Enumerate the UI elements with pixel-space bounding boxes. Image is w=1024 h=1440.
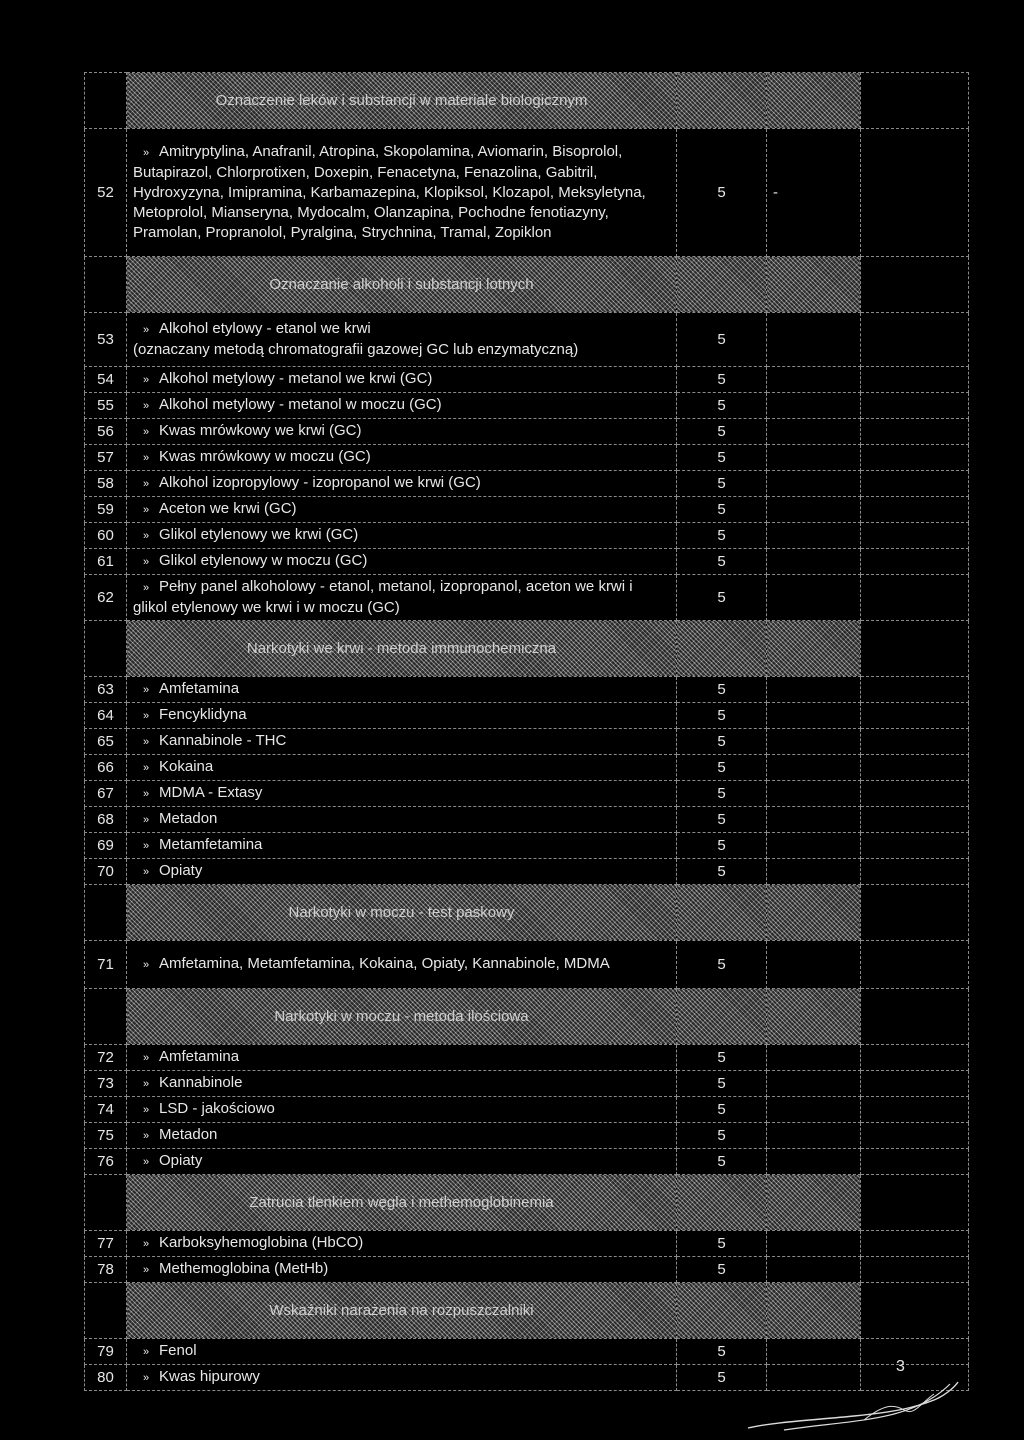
row-extra bbox=[767, 419, 861, 445]
row-description: Opiaty bbox=[159, 1152, 203, 1169]
row-number: 75 bbox=[85, 1123, 127, 1149]
row-points: 5 bbox=[677, 941, 767, 989]
row-points: 5 bbox=[677, 523, 767, 549]
section-header-col2 bbox=[677, 621, 767, 677]
row-extra bbox=[767, 781, 861, 807]
row-description-cell bbox=[127, 1045, 677, 1071]
row-empty-cell bbox=[861, 1123, 969, 1149]
row-description: Alkohol etylowy - etanol we krwi bbox=[159, 320, 371, 337]
bullet-marker: » bbox=[142, 866, 150, 878]
row-extra bbox=[767, 471, 861, 497]
row-points: 5 bbox=[677, 1123, 767, 1149]
row-number: 73 bbox=[85, 1071, 127, 1097]
row-description-cell bbox=[127, 313, 677, 367]
row-empty-cell bbox=[861, 419, 969, 445]
row-empty-cell bbox=[861, 313, 969, 367]
row-description-cell bbox=[127, 1365, 677, 1391]
table-row bbox=[85, 1097, 969, 1123]
table-row bbox=[85, 1045, 969, 1071]
row-number: 63 bbox=[85, 677, 127, 703]
table-row bbox=[85, 1231, 969, 1257]
row-empty-cell bbox=[861, 367, 969, 393]
section-header-row bbox=[85, 989, 969, 1045]
table-row bbox=[85, 941, 969, 989]
bullet-marker: » bbox=[142, 1238, 150, 1250]
header-empty-cell bbox=[861, 73, 969, 129]
row-empty-cell bbox=[861, 1339, 969, 1365]
bullet-marker: » bbox=[142, 840, 150, 852]
section-header-title: Oznaczenie leków i substancji w materiale biologicznym bbox=[127, 73, 677, 129]
row-points: 5 bbox=[677, 497, 767, 523]
bullet-marker: » bbox=[142, 582, 150, 594]
header-empty-cell bbox=[85, 1283, 127, 1339]
bullet-marker: » bbox=[142, 736, 150, 748]
bullet-marker: » bbox=[142, 556, 150, 568]
bullet-marker: » bbox=[142, 1346, 150, 1358]
row-extra bbox=[767, 549, 861, 575]
row-points: 5 bbox=[677, 1257, 767, 1283]
row-extra bbox=[767, 1149, 861, 1175]
bullet-marker: » bbox=[142, 1130, 150, 1142]
row-extra bbox=[767, 859, 861, 885]
bullet-marker: » bbox=[142, 762, 150, 774]
section-header-title: Zatrucia tlenkiem węgla i methemoglobinemia bbox=[127, 1175, 677, 1231]
table-row bbox=[85, 833, 969, 859]
row-number: 65 bbox=[85, 729, 127, 755]
row-description-cell bbox=[127, 677, 677, 703]
bullet-marker: » bbox=[142, 710, 150, 722]
row-extra bbox=[767, 941, 861, 989]
row-empty-cell bbox=[861, 941, 969, 989]
section-header-title: Narkotyki w moczu - metoda ilościowa bbox=[127, 989, 677, 1045]
table-row bbox=[85, 129, 969, 257]
row-number: 53 bbox=[85, 313, 127, 367]
row-extra bbox=[767, 807, 861, 833]
row-empty-cell bbox=[861, 549, 969, 575]
bullet-marker: » bbox=[142, 504, 150, 516]
row-description: Aceton we krwi (GC) bbox=[159, 500, 297, 517]
row-points: 5 bbox=[677, 367, 767, 393]
row-description: Metamfetamina bbox=[159, 836, 263, 853]
handwritten-signature bbox=[744, 1364, 964, 1434]
row-description-cell bbox=[127, 781, 677, 807]
row-extra bbox=[767, 1231, 861, 1257]
row-points: 5 bbox=[677, 1045, 767, 1071]
table-row bbox=[85, 677, 969, 703]
table-row bbox=[85, 367, 969, 393]
row-description: Methemoglobina (MetHb) bbox=[159, 1260, 329, 1277]
row-number: 80 bbox=[85, 1365, 127, 1391]
row-description: Amfetamina, Metamfetamina, Kokaina, Opiaty, Kannabinole, MDMA bbox=[159, 955, 610, 972]
row-description-cell bbox=[127, 807, 677, 833]
table-row bbox=[85, 419, 969, 445]
header-empty-cell bbox=[85, 621, 127, 677]
section-header-row bbox=[85, 621, 969, 677]
row-description: Kokaina bbox=[159, 758, 214, 775]
row-empty-cell bbox=[861, 1097, 969, 1123]
row-description: LSD - jakościowo bbox=[159, 1100, 275, 1117]
row-description: Fenol bbox=[159, 1342, 197, 1359]
section-header-title: Narkotyki w moczu - test paskowy bbox=[127, 885, 677, 941]
row-description-cell bbox=[127, 523, 677, 549]
row-extra bbox=[767, 755, 861, 781]
header-empty-cell bbox=[85, 885, 127, 941]
row-description-cell bbox=[127, 859, 677, 885]
row-points: 5 bbox=[677, 755, 767, 781]
row-empty-cell bbox=[861, 807, 969, 833]
bullet-marker: » bbox=[142, 426, 150, 438]
row-empty-cell bbox=[861, 393, 969, 419]
header-empty-cell bbox=[861, 257, 969, 313]
row-description-cell bbox=[127, 941, 677, 989]
row-points: 5 bbox=[677, 1071, 767, 1097]
row-description: Amfetamina bbox=[159, 680, 240, 697]
row-number: 71 bbox=[85, 941, 127, 989]
row-number: 78 bbox=[85, 1257, 127, 1283]
row-extra bbox=[767, 1097, 861, 1123]
section-header-col2 bbox=[677, 257, 767, 313]
row-empty-cell bbox=[861, 1045, 969, 1071]
bullet-marker: » bbox=[142, 1052, 150, 1064]
row-number: 56 bbox=[85, 419, 127, 445]
row-empty-cell bbox=[861, 445, 969, 471]
row-description-cell bbox=[127, 1339, 677, 1365]
bullet-marker: » bbox=[142, 1078, 150, 1090]
table-row bbox=[85, 859, 969, 885]
bullet-marker: » bbox=[142, 684, 150, 696]
row-description-cell bbox=[127, 1257, 677, 1283]
row-empty-cell bbox=[861, 703, 969, 729]
row-empty-cell bbox=[861, 575, 969, 621]
row-extra bbox=[767, 497, 861, 523]
section-header-row bbox=[85, 257, 969, 313]
table-row bbox=[85, 471, 969, 497]
row-description-cell bbox=[127, 129, 677, 257]
row-points: 5 bbox=[677, 781, 767, 807]
row-points: 5 bbox=[677, 859, 767, 885]
row-description-cell bbox=[127, 367, 677, 393]
section-header-col3 bbox=[767, 885, 861, 941]
row-empty-cell bbox=[861, 1149, 969, 1175]
row-empty-cell bbox=[861, 1071, 969, 1097]
header-empty-cell bbox=[85, 989, 127, 1045]
row-description: Kwas hipurowy bbox=[159, 1368, 260, 1385]
row-points: 5 bbox=[677, 1365, 767, 1391]
row-extra bbox=[767, 703, 861, 729]
row-points: 5 bbox=[677, 445, 767, 471]
row-description-cell bbox=[127, 419, 677, 445]
row-empty-cell bbox=[861, 755, 969, 781]
row-points: 5 bbox=[677, 1149, 767, 1175]
row-description-cell bbox=[127, 703, 677, 729]
row-points: 5 bbox=[677, 419, 767, 445]
header-empty-cell bbox=[861, 621, 969, 677]
row-number: 79 bbox=[85, 1339, 127, 1365]
row-extra bbox=[767, 313, 861, 367]
row-description-cell bbox=[127, 1071, 677, 1097]
bullet-marker: » bbox=[142, 959, 150, 971]
row-number: 70 bbox=[85, 859, 127, 885]
table-row bbox=[85, 729, 969, 755]
row-points: 5 bbox=[677, 129, 767, 257]
bullet-marker: » bbox=[142, 1264, 150, 1276]
row-empty-cell bbox=[861, 677, 969, 703]
row-empty-cell bbox=[861, 1257, 969, 1283]
row-description: Opiaty bbox=[159, 862, 203, 879]
section-header-col3 bbox=[767, 257, 861, 313]
row-description: Kannabinole - THC bbox=[159, 732, 287, 749]
table-row bbox=[85, 497, 969, 523]
table-row bbox=[85, 1257, 969, 1283]
row-description: Glikol etylenowy we krwi (GC) bbox=[159, 526, 359, 543]
section-header-col2 bbox=[677, 1283, 767, 1339]
row-empty-cell bbox=[861, 523, 969, 549]
row-extra bbox=[767, 833, 861, 859]
row-points: 5 bbox=[677, 471, 767, 497]
row-empty-cell bbox=[861, 1231, 969, 1257]
table-row bbox=[85, 313, 969, 367]
row-extra bbox=[767, 523, 861, 549]
row-number: 60 bbox=[85, 523, 127, 549]
header-empty-cell bbox=[861, 885, 969, 941]
row-number: 74 bbox=[85, 1097, 127, 1123]
row-extra bbox=[767, 575, 861, 621]
row-empty-cell bbox=[861, 497, 969, 523]
row-empty-cell bbox=[861, 471, 969, 497]
row-extra bbox=[767, 677, 861, 703]
row-number: 69 bbox=[85, 833, 127, 859]
row-points: 5 bbox=[677, 1231, 767, 1257]
row-empty-cell bbox=[861, 833, 969, 859]
row-extra bbox=[767, 1123, 861, 1149]
row-number: 54 bbox=[85, 367, 127, 393]
section-header-row bbox=[85, 73, 969, 129]
row-number: 67 bbox=[85, 781, 127, 807]
bullet-marker: » bbox=[142, 788, 150, 800]
bullet-marker: » bbox=[142, 400, 150, 412]
row-extra bbox=[767, 367, 861, 393]
row-description: Alkohol metylowy - metanol we krwi (GC) bbox=[159, 370, 433, 387]
bullet-marker: » bbox=[142, 1372, 150, 1384]
row-number: 72 bbox=[85, 1045, 127, 1071]
row-description-cell bbox=[127, 833, 677, 859]
row-description: Karboksyhemoglobina (HbCO) bbox=[159, 1234, 364, 1251]
row-number: 66 bbox=[85, 755, 127, 781]
row-empty-cell bbox=[861, 859, 969, 885]
section-header-title: Narkotyki we krwi - metoda immunochemiczna bbox=[127, 621, 677, 677]
row-points: 5 bbox=[677, 1097, 767, 1123]
row-empty-cell bbox=[861, 729, 969, 755]
row-number: 62 bbox=[85, 575, 127, 621]
table-row bbox=[85, 807, 969, 833]
header-empty-cell bbox=[861, 1175, 969, 1231]
row-points: 5 bbox=[677, 677, 767, 703]
table-row bbox=[85, 703, 969, 729]
section-header-col2 bbox=[677, 885, 767, 941]
row-number: 52 bbox=[85, 129, 127, 257]
header-empty-cell bbox=[861, 1283, 969, 1339]
header-empty-cell bbox=[85, 1175, 127, 1231]
section-header-col3 bbox=[767, 989, 861, 1045]
section-header-col3 bbox=[767, 73, 861, 129]
row-number: 77 bbox=[85, 1231, 127, 1257]
row-points: 5 bbox=[677, 1339, 767, 1365]
row-extra bbox=[767, 1339, 861, 1365]
bullet-marker: » bbox=[142, 374, 150, 386]
row-description-cell bbox=[127, 729, 677, 755]
bullet-marker: » bbox=[142, 1156, 150, 1168]
row-description-cell bbox=[127, 575, 677, 621]
row-description: Metadon bbox=[159, 810, 218, 827]
section-header-row bbox=[85, 1283, 969, 1339]
section-header-col2 bbox=[677, 73, 767, 129]
row-description-cell bbox=[127, 445, 677, 471]
row-description: Amfetamina bbox=[159, 1048, 240, 1065]
bullet-marker: » bbox=[142, 1104, 150, 1116]
row-empty-cell bbox=[861, 129, 969, 257]
table-row bbox=[85, 523, 969, 549]
table-row bbox=[85, 549, 969, 575]
section-header-col3 bbox=[767, 1283, 861, 1339]
header-empty-cell bbox=[861, 989, 969, 1045]
row-description: Kwas mrówkowy w moczu (GC) bbox=[159, 448, 371, 465]
table-row bbox=[85, 1339, 969, 1365]
row-points: 5 bbox=[677, 833, 767, 859]
row-description-note: (oznaczany metodą chromatografii gazowej GC lub enzymatyczną) bbox=[133, 341, 579, 358]
table-row bbox=[85, 1071, 969, 1097]
section-header-col3 bbox=[767, 621, 861, 677]
row-number: 55 bbox=[85, 393, 127, 419]
row-description-cell bbox=[127, 471, 677, 497]
price-list-table bbox=[84, 72, 969, 1391]
row-description-cell bbox=[127, 1123, 677, 1149]
row-description: Amitryptylina, Anafranil, Atropina, Skopolamina, Aviomarin, Bisoprolol, Butapirazol, Chlorprotixen, Doxepin, Fenacetyna, Fenazolina, Gabitril, Hydroxyzyna, Imipramina, Karbamazepina, Klopiksol, Klozapol, Meksyletyna, Metoprolol, Mianseryna, Mydocalm, Olanzapina, Pochodne fenotiazyny, Pramolan, Propranolol, Pyralgina, Strychnina, Tramal, Zopiklon bbox=[133, 143, 646, 241]
row-number: 64 bbox=[85, 703, 127, 729]
table-row bbox=[85, 755, 969, 781]
row-extra bbox=[767, 393, 861, 419]
row-points: 5 bbox=[677, 729, 767, 755]
row-number: 76 bbox=[85, 1149, 127, 1175]
row-extra bbox=[767, 729, 861, 755]
row-extra bbox=[767, 1071, 861, 1097]
row-points: 5 bbox=[677, 575, 767, 621]
row-description-cell bbox=[127, 497, 677, 523]
row-extra: - bbox=[767, 129, 861, 257]
header-empty-cell bbox=[85, 73, 127, 129]
row-number: 57 bbox=[85, 445, 127, 471]
row-empty-cell bbox=[861, 781, 969, 807]
row-extra bbox=[767, 1045, 861, 1071]
row-extra bbox=[767, 445, 861, 471]
section-header-col2 bbox=[677, 989, 767, 1045]
row-description: Fencyklidyna bbox=[159, 706, 247, 723]
page-number: 3 bbox=[896, 1358, 905, 1375]
section-header-title: Wskaźniki narażenia na rozpuszczalniki bbox=[127, 1283, 677, 1339]
section-header-col3 bbox=[767, 1175, 861, 1231]
row-description: Alkohol izopropylowy - izopropanol we krwi (GC) bbox=[159, 474, 481, 491]
row-description-cell bbox=[127, 1097, 677, 1123]
table-row bbox=[85, 1123, 969, 1149]
bullet-marker: » bbox=[142, 478, 150, 490]
row-extra bbox=[767, 1257, 861, 1283]
row-points: 5 bbox=[677, 313, 767, 367]
bullet-marker: » bbox=[142, 324, 150, 336]
header-empty-cell bbox=[85, 257, 127, 313]
row-number: 59 bbox=[85, 497, 127, 523]
row-description-cell bbox=[127, 1231, 677, 1257]
row-description: Glikol etylenowy w moczu (GC) bbox=[159, 552, 368, 569]
section-header-col2 bbox=[677, 1175, 767, 1231]
bullet-marker: » bbox=[142, 530, 150, 542]
row-number: 68 bbox=[85, 807, 127, 833]
row-description: Kwas mrówkowy we krwi (GC) bbox=[159, 422, 362, 439]
bullet-marker: » bbox=[142, 452, 150, 464]
bullet-marker: » bbox=[142, 147, 150, 159]
row-description-cell bbox=[127, 1149, 677, 1175]
row-description: MDMA - Extasy bbox=[159, 784, 263, 801]
row-description-cell bbox=[127, 393, 677, 419]
row-description-cell bbox=[127, 549, 677, 575]
section-header-row bbox=[85, 1175, 969, 1231]
row-points: 5 bbox=[677, 807, 767, 833]
row-description: Pełny panel alkoholowy - etanol, metanol, izopropanol, aceton we krwi i glikol etylenowy we krwi i w moczu (GC) bbox=[133, 578, 633, 616]
row-description-cell bbox=[127, 755, 677, 781]
row-description: Metadon bbox=[159, 1126, 218, 1143]
row-number: 61 bbox=[85, 549, 127, 575]
row-points: 5 bbox=[677, 549, 767, 575]
section-header-title: Oznaczanie alkoholi i substancji lotnych bbox=[127, 257, 677, 313]
row-number: 58 bbox=[85, 471, 127, 497]
table-row bbox=[85, 781, 969, 807]
row-description: Alkohol metylowy - metanol w moczu (GC) bbox=[159, 396, 442, 413]
table-row bbox=[85, 445, 969, 471]
section-header-row bbox=[85, 885, 969, 941]
table-row bbox=[85, 393, 969, 419]
row-points: 5 bbox=[677, 393, 767, 419]
row-description: Kannabinole bbox=[159, 1074, 243, 1091]
bullet-marker: » bbox=[142, 814, 150, 826]
table-row bbox=[85, 1149, 969, 1175]
row-points: 5 bbox=[677, 703, 767, 729]
table-row bbox=[85, 575, 969, 621]
